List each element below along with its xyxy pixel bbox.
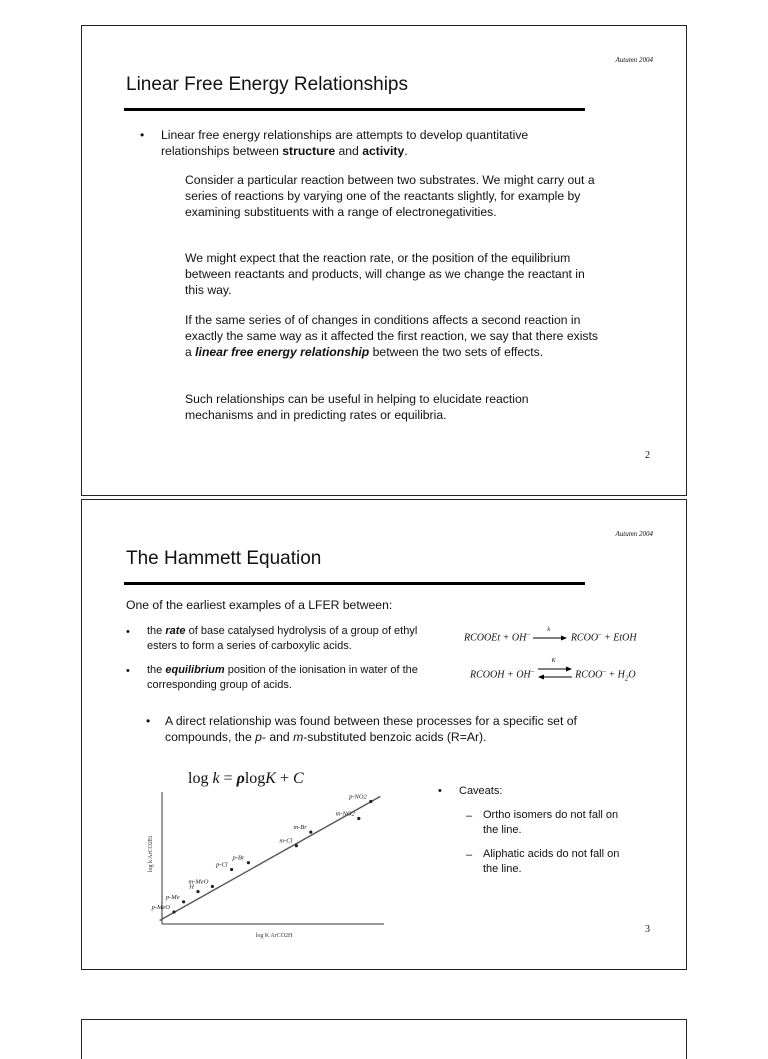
x-axis-label: log K ArCO2H (255, 933, 293, 939)
equilibrium-arrow: K (537, 668, 573, 682)
data-point-5 (247, 861, 250, 864)
bullet-dot: • (140, 128, 145, 142)
hydrolysis-equation: RCOOEt + OH– k RCOO– + EtOH (464, 627, 637, 644)
point-label-3: m-MeO (188, 878, 209, 886)
caveat-ortho: Ortho isomers do not fall on the line. (483, 809, 619, 836)
point-label-8: m-NO2 (335, 810, 355, 818)
hammett-plot (144, 784, 404, 944)
data-point-0 (172, 910, 175, 913)
rate-bullet: the rate of base catalysed hydrolysis of a group of ethyl esters to form a series of carboxylic acids. (147, 625, 418, 652)
forward-arrow: k (532, 633, 568, 643)
lfer-definition: Linear free energy relationships are attempts to develop quantitative relationships between structure and activity. (161, 128, 529, 158)
point-label-1: p-Me (165, 893, 180, 901)
paragraph-1: Consider a particular reaction between two substrates. We might carry out a series of reactions by varying one of the reactants slightly, for example by examining substituents with a range of electronegativities. (185, 173, 595, 219)
ionisation-equation: RCOOH + OH– K RCOO– + $H_2O$ (470, 658, 636, 683)
slide-3 (81, 499, 687, 970)
slide-title: Linear Free Energy Relationships (126, 74, 408, 95)
dash-bullet: – (466, 849, 473, 861)
data-point-7 (309, 831, 312, 834)
point-label-5: p-Br (232, 854, 245, 862)
page-number: 3 (645, 924, 650, 935)
bullet-dot: • (438, 785, 442, 797)
point-label-0: p-MeO (151, 904, 170, 911)
bullet-dot: • (126, 665, 130, 677)
dash-bullet: – (466, 810, 473, 822)
paragraph-2: We might expect that the reaction rate, or the position of the equilibrium between reactants and products, will change as we change the reactant in this way. (185, 251, 585, 297)
caveats-heading: Caveats: (459, 785, 503, 797)
data-point-2 (196, 890, 199, 893)
caveat-aliphatic: Aliphatic acids do not fall on the line. (483, 848, 620, 875)
point-label-2: H (189, 883, 194, 891)
intro-text: One of the earliest examples of a LFER between: (126, 598, 393, 612)
bullet-dot: • (126, 626, 130, 638)
slide-4 (81, 1019, 687, 1059)
date-label: Autumn 2004 (615, 56, 653, 64)
paragraph-3: If the same series of of changes in conditions affects a second reaction in exactly the same way as it affected the first reaction, we say that there exists a linear free energy relationship between the two sets of effects. (185, 313, 598, 359)
paragraph-4: Such relationships can be useful in helping to elucidate reaction mechanisms and in predicting rates or equilibria. (185, 392, 529, 422)
point-label-6: m-Cl (279, 837, 293, 845)
y-axis-label: log k ArCO2Et (148, 835, 154, 873)
data-point-1 (182, 900, 185, 903)
point-label-9: p-NO2 (349, 793, 367, 801)
date-label: Autumn 2004 (615, 530, 653, 538)
plot-points (151, 794, 373, 914)
title-rule (124, 108, 585, 111)
equilibrium-bullet: the equilibrium position of the ionisation in water of the corresponding group of acids. (147, 664, 418, 691)
direct-relationship-text: A direct relationship was found between these processes for a specific set of compounds, the p- and m-substituted benzoic acids (R=Ar). (165, 714, 577, 744)
point-label-7: m-Br (293, 824, 307, 832)
data-point-9 (369, 800, 372, 803)
slide-title: The Hammett Equation (126, 548, 322, 569)
slide-2 (81, 25, 687, 496)
data-point-4 (230, 868, 233, 871)
title-rule (124, 582, 585, 585)
bullet-dot: • (146, 714, 151, 728)
data-point-8 (357, 817, 360, 820)
point-label-4: p-Cl (216, 861, 228, 869)
data-point-6 (295, 844, 298, 847)
page-number: 2 (645, 450, 650, 461)
hammett-equation: log k = ρlogK + C (188, 770, 304, 787)
data-point-3 (211, 885, 214, 888)
